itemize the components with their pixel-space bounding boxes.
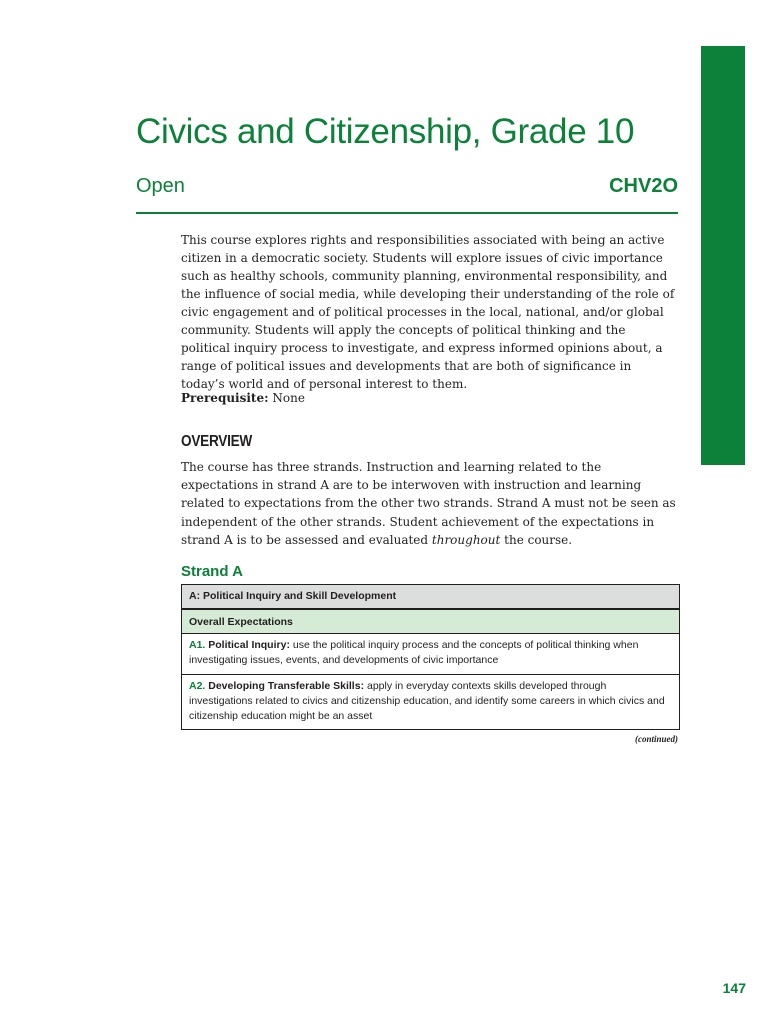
title-divider [136, 212, 678, 214]
strand-heading: Strand A [181, 563, 243, 580]
overview-emphasis: throughout [431, 532, 501, 547]
expectation-row [182, 674, 679, 730]
side-color-tab [701, 46, 745, 465]
expectation-text: use the political inquiry process and the concepts of political thinking when investigating issues, events, and developments of civic importance [189, 639, 639, 667]
overview-text-main: The course has three strands. Instruction and learning related to the expectations in strand A are to be interwoven with instruction and learning related to expectations from the other two strands. Strand A must not be seen as independent of the other strands. Student achievement of the expectations in strand A is to be assessed and evaluated [181, 460, 676, 547]
course-code: CHV2O [609, 175, 678, 197]
strand-table [181, 584, 680, 730]
prerequisite-label: Prerequisite: [181, 391, 269, 405]
continued-note: (continued) [634, 734, 678, 744]
page-number: 147 [722, 980, 746, 996]
expectation-text: apply in everyday contexts skills developed through investigations related to civics and citizenship education, and identify some careers in which civics and citizenship education might be an asset [189, 679, 665, 723]
course-description: This course explores rights and responsibilities associated with being an active citizen in a democratic society. Students will explore issues of civic importance such as healthy schools, community planning, environmental responsibility, and the influence of social media, while developing their understanding of the role of civic engagement and of political processes in the local, national, and/or global community. Students will apply the concepts of political thinking and the political inquiry process to investigate, and express informed opinions about, a range of political issues and developments that are both of significance in today’s world and of personal interest to them. [181, 233, 675, 391]
overview-text [181, 458, 678, 549]
expectation-number: A2. [189, 679, 206, 692]
expectation-number: A1. [189, 639, 206, 651]
expectation-title: Political Inquiry: [205, 639, 290, 651]
overview-heading: OVERVIEW [181, 433, 253, 450]
expectation-title: Developing Transferable Skills: [205, 679, 365, 692]
prerequisite-value: None [268, 391, 305, 405]
table-subheading-row: Overall Expectations [182, 608, 679, 633]
course-level: Open [136, 175, 185, 197]
table-title-row: A: Political Inquiry and Skill Development [182, 585, 679, 608]
prerequisite [181, 389, 305, 407]
page-title: Civics and Citizenship, Grade 10 [136, 112, 635, 151]
expectation-row [182, 633, 679, 674]
overview-text-end: the course. [500, 532, 573, 547]
